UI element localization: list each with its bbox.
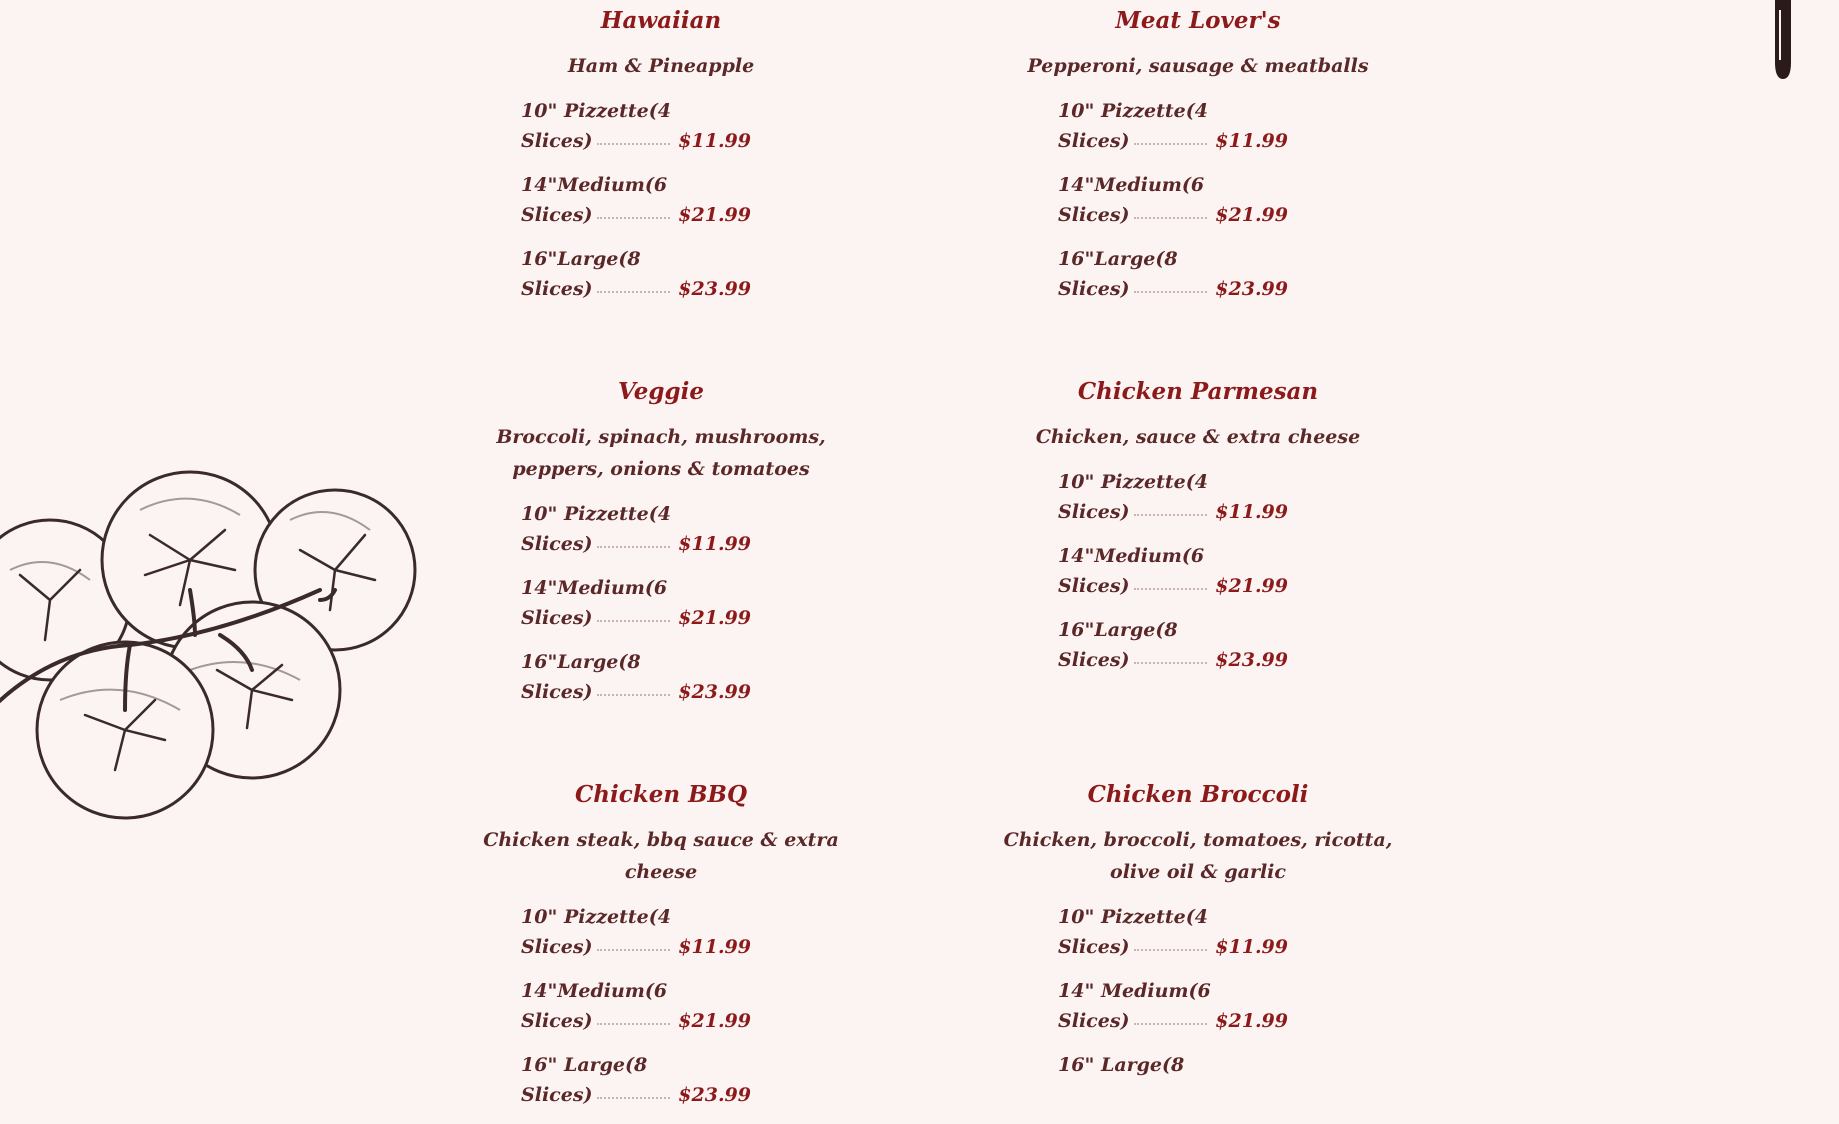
dot-leader — [1134, 143, 1208, 145]
size-label: 16"Large(8 — [521, 248, 641, 270]
size-label: 14" Medium(6 — [1058, 980, 1211, 1002]
dot-leader — [597, 1023, 671, 1025]
dot-leader — [1134, 949, 1208, 951]
size-label: 10" Pizzette(4 — [521, 906, 671, 928]
size-row — [521, 647, 751, 707]
dot-leader — [1134, 217, 1208, 219]
price: $11.99 — [1215, 501, 1288, 523]
price: $23.99 — [1215, 278, 1288, 300]
price: $21.99 — [1215, 204, 1288, 226]
tomato-vine-illustration — [0, 470, 440, 820]
size-row — [1058, 541, 1288, 601]
size-label: 14"Medium(6 — [521, 577, 668, 599]
price: $23.99 — [678, 681, 751, 703]
size-label: 16"Large(8 — [1058, 248, 1178, 270]
size-row — [1058, 96, 1288, 156]
pizza-description: Broccoli, spinach, mushrooms, peppers, onions & tomatoes — [496, 426, 826, 480]
dot-leader — [597, 620, 671, 622]
pizza-description: Ham & Pineapple — [567, 55, 755, 77]
size-label-cont: Slices) — [521, 1010, 593, 1032]
price: $23.99 — [678, 1084, 751, 1106]
size-row — [521, 902, 751, 962]
size-row — [1058, 244, 1288, 304]
size-label: 14"Medium(6 — [1058, 545, 1205, 567]
dot-leader — [1134, 1023, 1208, 1025]
pizza-name: Veggie — [618, 378, 704, 405]
size-label-cont: Slices) — [521, 204, 593, 226]
dot-leader — [597, 1097, 671, 1099]
size-label: 14"Medium(6 — [521, 980, 668, 1002]
size-row — [521, 573, 751, 633]
size-label-cont: Slices) — [1058, 649, 1130, 671]
dot-leader — [1134, 662, 1208, 664]
price: $21.99 — [678, 1010, 751, 1032]
pizza-name: Chicken Broccoli — [1087, 781, 1309, 808]
size-label: 16"Large(8 — [521, 651, 641, 673]
dot-leader — [597, 694, 671, 696]
size-list — [521, 902, 751, 1110]
size-row — [1058, 902, 1288, 962]
size-row — [521, 1050, 751, 1110]
size-list — [521, 96, 751, 304]
size-list — [521, 499, 751, 707]
price: $11.99 — [678, 130, 751, 152]
dot-leader — [1134, 588, 1208, 590]
size-row — [1058, 976, 1288, 1036]
size-label: 10" Pizzette(4 — [1058, 906, 1208, 928]
size-row — [1058, 467, 1288, 527]
pizza-veggie — [451, 377, 871, 721]
size-label: 10" Pizzette(4 — [1058, 100, 1208, 122]
price: $23.99 — [678, 278, 751, 300]
size-row — [521, 170, 751, 230]
price: $21.99 — [678, 204, 751, 226]
price: $23.99 — [1215, 649, 1288, 671]
size-label-cont: Slices) — [1058, 575, 1130, 597]
size-row — [1058, 615, 1288, 675]
size-label-cont: Slices) — [521, 936, 593, 958]
size-row — [521, 244, 751, 304]
dot-leader — [1134, 514, 1208, 516]
size-list — [1058, 467, 1288, 675]
pizza-chicken-broccoli — [988, 780, 1408, 1094]
dot-leader — [597, 143, 671, 145]
size-label: 10" Pizzette(4 — [1058, 471, 1208, 493]
pizza-description: Chicken, broccoli, tomatoes, ricotta, olive oil & garlic — [1003, 829, 1393, 883]
size-label-cont: Slices) — [1058, 130, 1130, 152]
size-row — [521, 96, 751, 156]
size-label-cont: Slices) — [521, 1084, 593, 1106]
size-label: 16"Large(8 — [1058, 619, 1178, 641]
size-label-cont: Slices) — [1058, 204, 1130, 226]
dot-leader — [1134, 291, 1208, 293]
size-label-cont: Slices) — [521, 681, 593, 703]
pizza-description: Pepperoni, sausage & meatballs — [1027, 55, 1369, 77]
size-row — [521, 976, 751, 1036]
size-label-cont: Slices) — [521, 130, 593, 152]
size-row — [1058, 1050, 1288, 1080]
pizza-description: Chicken, sauce & extra cheese — [1035, 426, 1361, 448]
dot-leader — [597, 291, 671, 293]
size-label: 16" Large(8 — [521, 1054, 648, 1076]
price: $21.99 — [1215, 1010, 1288, 1032]
price: $11.99 — [678, 533, 751, 555]
dot-leader — [597, 546, 671, 548]
size-label: 10" Pizzette(4 — [521, 503, 671, 525]
price: $21.99 — [1215, 575, 1288, 597]
pizza-name: Meat Lover's — [1115, 7, 1281, 34]
price: $11.99 — [678, 936, 751, 958]
dot-leader — [597, 949, 671, 951]
pizza-hawaiian — [451, 6, 871, 318]
size-label-cont: Slices) — [1058, 936, 1130, 958]
price: $11.99 — [1215, 130, 1288, 152]
size-row — [521, 499, 751, 559]
pizza-description: Chicken steak, bbq sauce & extra cheese — [483, 829, 839, 883]
size-row — [1058, 170, 1288, 230]
pizza-name: Hawaiian — [600, 7, 722, 34]
spoon-handle-illustration — [1770, 0, 1796, 82]
pizza-name: Chicken Parmesan — [1077, 378, 1319, 405]
price: $11.99 — [1215, 936, 1288, 958]
size-label-cont: Slices) — [1058, 278, 1130, 300]
dot-leader — [597, 217, 671, 219]
size-label-cont: Slices) — [521, 278, 593, 300]
price: $21.99 — [678, 607, 751, 629]
size-label: 10" Pizzette(4 — [521, 100, 671, 122]
pizza-chicken-parmesan — [988, 377, 1408, 689]
size-label-cont: Slices) — [1058, 501, 1130, 523]
size-label: 14"Medium(6 — [521, 174, 668, 196]
pizza-chicken-bbq — [451, 780, 871, 1124]
size-list — [1058, 96, 1288, 304]
size-list — [1058, 902, 1288, 1080]
size-label-cont: Slices) — [1058, 1010, 1130, 1032]
size-label: 16" Large(8 — [1058, 1054, 1185, 1076]
size-label: 14"Medium(6 — [1058, 174, 1205, 196]
pizza-meat-lovers — [988, 6, 1408, 318]
pizza-name: Chicken BBQ — [575, 781, 747, 808]
size-label-cont: Slices) — [521, 533, 593, 555]
size-label-cont: Slices) — [521, 607, 593, 629]
